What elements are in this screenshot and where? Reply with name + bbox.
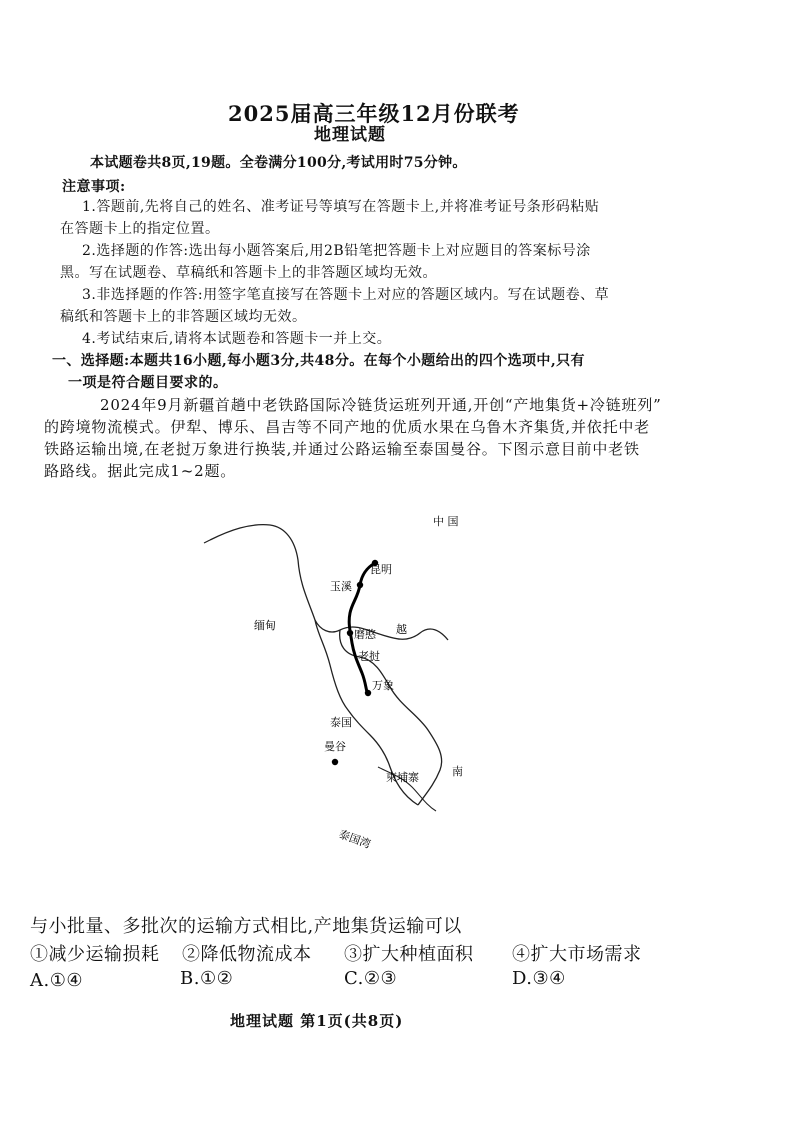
question-item-1: ①减少运输损耗	[30, 944, 160, 965]
notice-line-4: 黑。写在试题卷、草稿纸和答题卡上的非答题区域均无效。	[60, 265, 437, 281]
exam-title: 2025届高三年级12月份联考	[228, 101, 520, 126]
option-b[interactable]: B.①②	[180, 968, 234, 989]
vientiane-dot	[365, 690, 371, 696]
border-china-myanmar	[210, 525, 340, 632]
passage-line-2: 的跨境物流模式。伊犁、博乐、昌吉等不同产地的优质水果在乌鲁木齐集货,并依托中老	[44, 418, 650, 436]
china-laos-railway-map	[190, 505, 490, 865]
bangkok-dot	[332, 759, 338, 765]
question-item-2: ②降低物流成本	[182, 944, 312, 965]
map-label-thailand: 泰国	[330, 716, 352, 729]
mohan-dot	[347, 630, 353, 636]
section-heading-cont: 一项是符合题目要求的。	[68, 375, 228, 391]
page-footer: 地理试题 第1页(共8页)	[230, 1012, 404, 1030]
myanmar-border	[204, 540, 210, 543]
map-label-cambodia: 柬埔寨	[386, 771, 419, 784]
map-label-vietnam: 越	[396, 623, 407, 636]
question-item-3: ③扩大种植面积	[344, 944, 474, 965]
map-label-china: 中 国	[433, 515, 459, 528]
notice-line-3: 2.选择题的作答:选出每小题答案后,用2B铅笔把答题卡上对应题目的答案标号涂	[82, 243, 591, 259]
passage-line-1: 2024年9月新疆首趟中老铁路国际冷链货运班列开通,开创“产地集货+冷链班列”	[100, 396, 662, 414]
map-label-gulf: 泰国湾	[336, 827, 373, 852]
question-stem: 与小批量、多批次的运输方式相比,产地集货运输可以	[30, 916, 462, 937]
option-c[interactable]: C.②③	[344, 968, 398, 989]
map-label-yuxi: 玉溪	[330, 580, 352, 593]
passage-line-3: 铁路运输出境,在老挝万象进行换装,并通过公路运输至泰国曼谷。下图示意目前中老铁	[44, 440, 640, 458]
question-item-4: ④扩大市场需求	[512, 944, 642, 965]
section-heading: 一、选择题:本题共16小题,每小题3分,共48分。在每个小题给出的四个选项中,只有	[52, 353, 585, 369]
notice-line-1: 1.答题前,先将自己的姓名、准考证号等填写在答题卡上,并将准考证号条形码粘贴	[82, 199, 600, 215]
notice-heading: 注意事项:	[62, 179, 126, 195]
notice-line-5: 3.非选择题的作答:用签字笔直接写在答题卡上对应的答题区域内。写在试题卷、草	[82, 287, 610, 303]
map-label-mohan: 磨憨	[354, 628, 376, 641]
map-label-myanmar: 缅甸	[254, 619, 276, 632]
yuxi-dot	[357, 582, 363, 588]
map-label-vientiane: 万象	[372, 679, 394, 692]
notice-line-7: 4.考试结束后,请将本试题卷和答题卡一并上交。	[82, 331, 392, 347]
passage-line-4: 路路线。据此完成1~2题。	[44, 462, 237, 480]
notice-line-2: 在答题卡上的指定位置。	[60, 221, 220, 237]
map-label-laos: 老挝	[358, 650, 380, 663]
option-d[interactable]: D.③④	[512, 968, 566, 989]
exam-subject: 地理试题	[314, 125, 386, 145]
notice-line-6: 稿纸和答题卡上的非答题区域均无效。	[60, 309, 307, 325]
map-label-kunming: 昆明	[370, 563, 392, 576]
exam-intro: 本试题卷共8页,19题。全卷满分100分,考试用时75分钟。	[90, 155, 467, 171]
option-a[interactable]: A.①④	[30, 970, 83, 991]
map-label-bangkok: 曼谷	[324, 740, 346, 753]
map-label-south: 南	[452, 765, 463, 778]
